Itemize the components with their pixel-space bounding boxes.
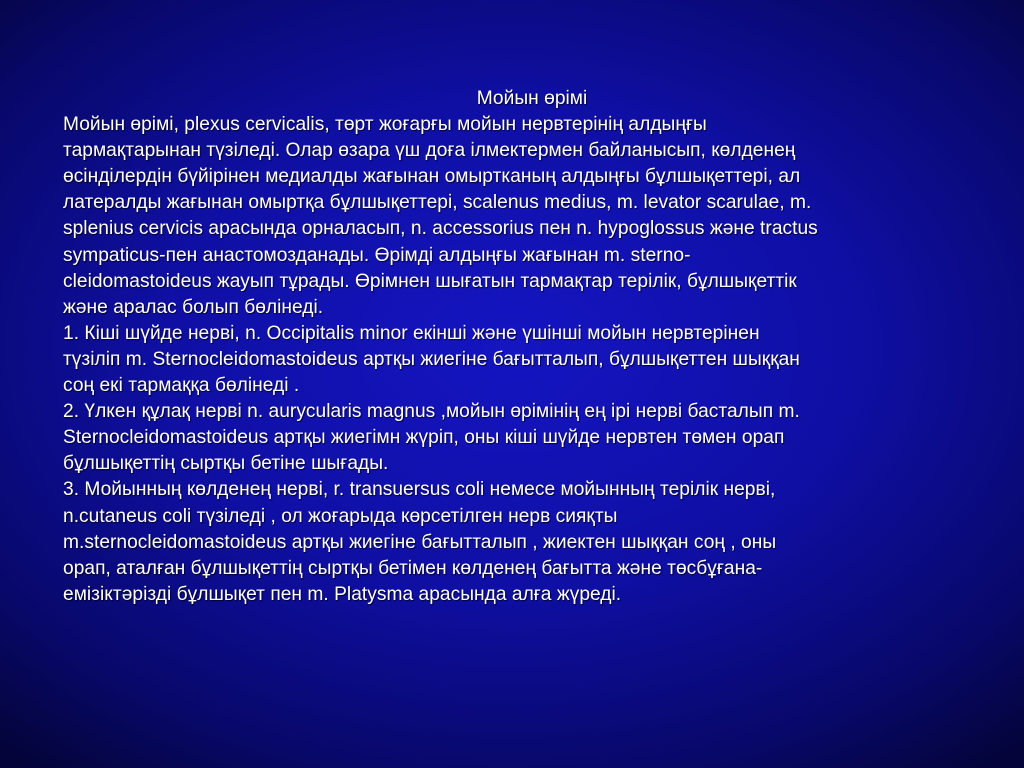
text-line: sympaticus-пен анастомозданады. Өрімді алдыңғы жағынан m. sterno- [63,244,691,266]
text-line: splenius cervicis арасында орналасып, n. accessorius пен n. hypoglossus және tractus [63,218,818,240]
text-line: латералды жағынан омыртқа бұлшықеттері, scalenus medius, m. levator scarulae, m. [63,192,812,214]
text-line: m.sternocleidomastoideus артқы жиегіне бағытталып , жиектен шыққан соң , оны [63,531,777,553]
text-line: соң екі тармаққа бөлінеді . [63,375,300,397]
slide-title: Мойын өрімі [476,88,588,109]
item-1-paragraph [63,321,993,399]
text-line: 1. Кіші шүйде нерві, n. Occipitalis minor екінші және үшінші мойын нервтерінен [63,322,760,344]
text-line: тармақтарынан түзіледі. Олар өзара үш доға ілмектермен байланысып, көлденең [63,140,796,162]
intro-paragraph [63,112,993,321]
text-line: және аралас болып бөлінеді. [63,296,324,318]
text-line: 2. Үлкен құлақ нерві n. aurycularis magnus ,мойын өрімінің ең ірі нерві басталып m. [63,401,800,423]
text-line: орап, аталған бұлшықеттің сыртқы бетімен көлденең бағытта және төсбұғана- [63,557,763,579]
text-line: 3. Мойынның көлденең нерві, r. transuersus coli немесе мойынның терілік нерві, [63,479,776,501]
slide-body [63,86,993,608]
text-line: cleidomastoideus жауып тұрады. Өрімнен шығатын тармақтар терілік, бұлшықеттік [63,270,797,292]
text-line: бұлшықеттің сыртқы бетіне шығады. [63,453,389,475]
text-line: Мойын өрімі, plexus cervicalis, төрт жоғарғы мойын нервтерінің алдыңғы [63,114,707,136]
text-line: өсінділердін бүйірінен медиалды жағынан омыртканың алдыңғы бұлшықеттері, ал [63,166,801,188]
text-line: n.cutaneus coli түзіледі , ол жоғарыда көрсетілген нерв сияқты [63,505,618,527]
text-line: Sternocleidomastoideus артқы жиегімн жүріп, оны кіші шүйде нервтен төмен орап [63,427,785,449]
text-line: түзіліп m. Sternocleidomastoideus артқы жиегіне бағытталып, бұлшықеттен шыққан [63,348,800,370]
item-3-paragraph [63,477,993,607]
item-2-paragraph [63,399,993,477]
text-line: емізіктәрізді бұлшықет пен m. Platysma арасында алға жүреді. [63,583,622,605]
